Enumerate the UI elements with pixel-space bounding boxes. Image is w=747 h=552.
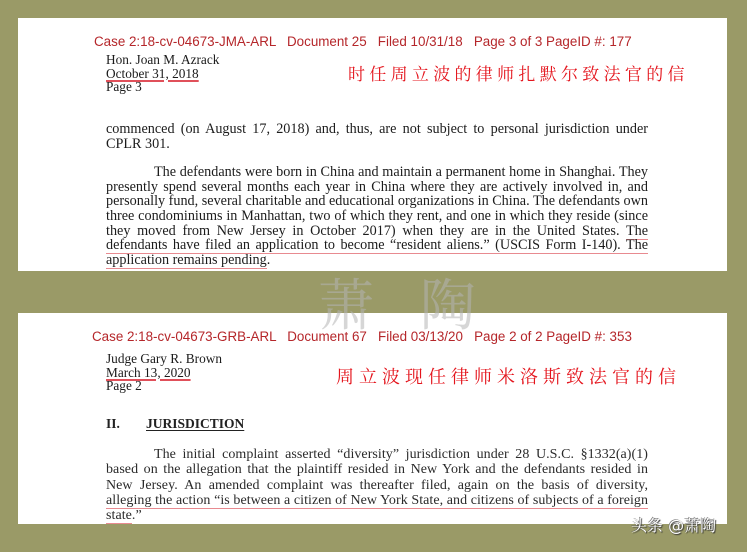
letter-body [106,447,648,523]
letter-address-block [106,53,219,94]
section-title: JURISDICTION [146,416,245,431]
section-number: II. [106,416,120,431]
chinese-caption: 周立波现任律师米洛斯致法官的信 [336,367,681,388]
paragraph-end: . [266,251,271,268]
paragraph-jurisdiction [106,447,648,523]
paragraph-end: .” [131,508,142,524]
document-excerpt-2018 [18,18,727,271]
letter-body [106,122,648,267]
source-credit: 头条 @萧陶 [631,516,717,535]
addressee: Judge Gary R. Brown [106,351,222,366]
page-number: Page 2 [106,378,142,393]
highlighted-passage: The defendants have filed an application to become “resident aliens.” (USCIS Form I-140). The application remains pending [106,222,648,268]
page-number: Page 3 [106,79,142,94]
case-header: Case 2:18-cv-04673-JMA-ARL Document 25 Filed 10/31/18 Page 3 of 3 PageID #: 177 [94,34,632,49]
section-heading [106,416,244,432]
document-excerpt-2020 [18,313,727,524]
watermark: 萧 陶 [318,274,490,339]
chinese-caption: 时任周立波的律师扎默尔致法官的信 [348,65,689,85]
letter-address-block [106,352,222,393]
paragraph-text: The initial complaint asserted “diversity” jurisdiction under 28 U.S.C. §1332(a)(1) based on the allegation that the plaintiff resided in New York and the defendants resided in New Jersey. An amended complaint was thereafter filed, again on the basis of diversity, [106,447,648,493]
addressee: Hon. Joan M. Azrack [106,52,220,67]
case-header: Case 2:18-cv-04673-GRB-ARL Document 67 Filed 03/13/20 Page 2 of 2 PageID #: 353 [92,329,632,344]
paragraph-text: The defendants were born in China and maintain a permanent home in Shanghai. They presently spend several months each year in China where they are actively involved in, and personally fund, several charitable and educational organizations in China. The defendants own three condominiums in Manhattan, two of which they rent, and one in which they reside (since they moved from New Jersey in October 2017) when they are in the United States. [106,164,648,239]
letter-date: October 31, 2018 [106,65,199,81]
paragraph-jurisdiction: commenced (on August 17, 2018) and, thus, are not subject to personal jurisdiction under CPLR 301. [106,121,648,152]
letter-date: March 13, 2020 [106,364,191,380]
highlighted-passage: alleging the action “is between a citizen of New York State, and citizens of subjects of a foreign state [106,492,648,524]
paragraph-residence [106,165,648,267]
